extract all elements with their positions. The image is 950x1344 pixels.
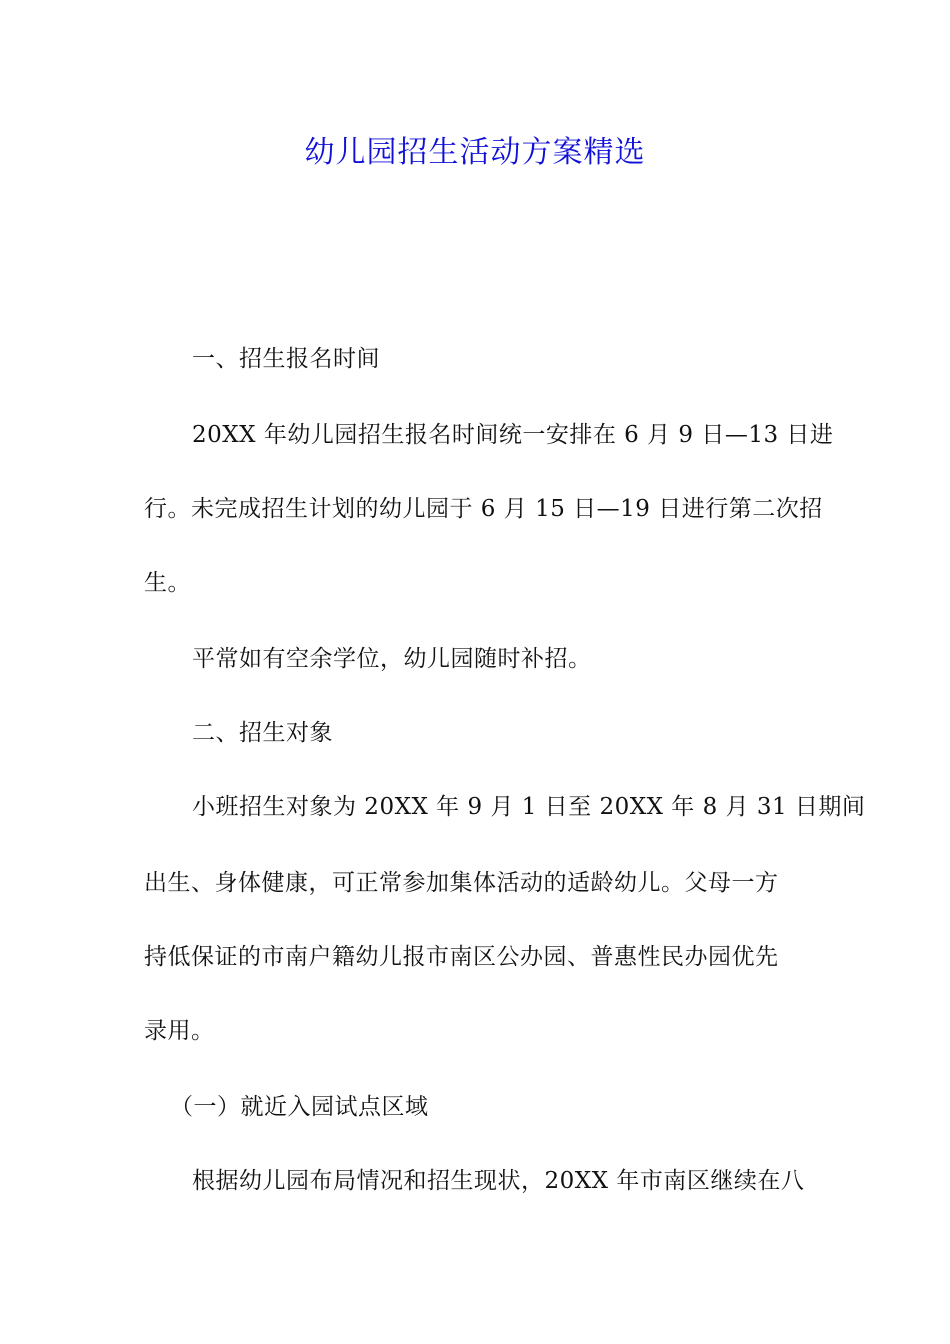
paragraph-line: 持低保证的市南户籍幼儿报市南区公办园、普惠性民办园优先 (144, 944, 779, 970)
paragraph-line: 行。未完成招生计划的幼儿园于 6 月 15 日—19 日进行第二次招 (144, 496, 823, 522)
paragraph-line: 录用。 (144, 1018, 215, 1044)
section-heading-registration-time: 一、招生报名时间 (192, 346, 380, 372)
paragraph-line: 小班招生对象为 20XX 年 9 月 1 日至 20XX 年 8 月 31 日期间 (192, 794, 866, 820)
subsection-heading-nearby-enrollment: （一）就近入园试点区域 (170, 1094, 429, 1120)
paragraph-line: 平常如有空余学位，幼儿园随时补招。 (192, 646, 592, 672)
section-heading-enrollment-targets: 二、招生对象 (192, 720, 333, 746)
paragraph-line: 20XX 年幼儿园招生报名时间统一安排在 6 月 9 日—13 日进 (192, 422, 834, 448)
document-title: 幼儿园招生活动方案精选 (304, 135, 646, 170)
paragraph-line: 出生、身体健康，可正常参加集体活动的适龄幼儿。父母一方 (144, 870, 779, 896)
paragraph-line: 根据幼儿园布局情况和招生现状，20XX 年市南区继续在八 (192, 1168, 805, 1194)
paragraph-line: 生。 (144, 570, 191, 596)
